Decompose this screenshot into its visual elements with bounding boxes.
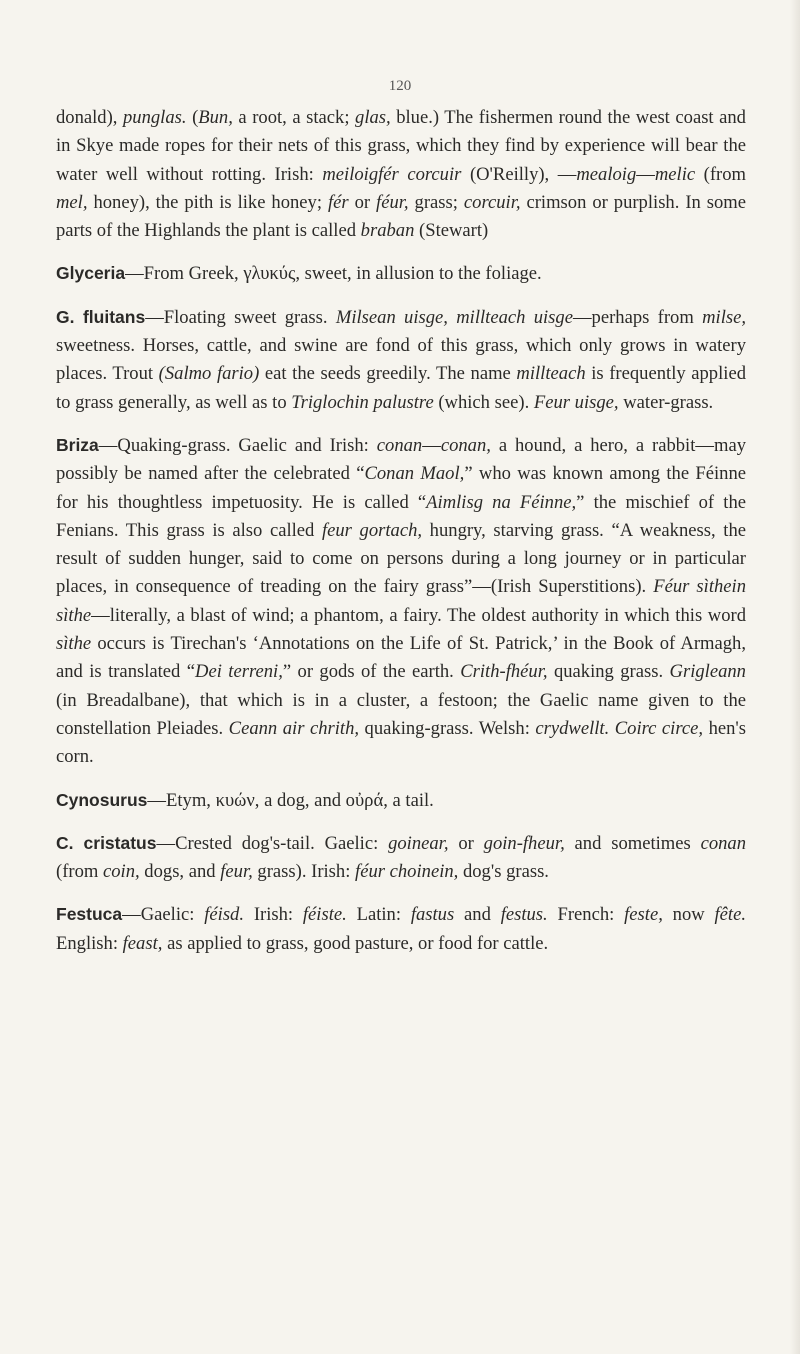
text-run: and <box>454 904 501 926</box>
text-run: crimson or purplish. In some parts of the Highlands the plant is called <box>56 191 747 242</box>
italic-term: corcuir, <box>463 191 521 213</box>
text-run: sweetness. Horses, cattle, and swine are fond of this grass, which only grows in watery places. Trout <box>56 335 746 385</box>
text-run: —literally, a blast of wind; a phantom, a fairy. The oldest authority in which this word <box>91 604 746 626</box>
italic-term: (Salmo fario) <box>158 363 260 385</box>
text-run: (in Breadalbane), that which is in a cluster, a festoon; the Gaelic name given to the constellation Pleiades. <box>56 689 746 739</box>
text-run: —From Greek, γλυκύς, sweet, in allusion to the foliage. <box>125 263 542 285</box>
entry-glyceria <box>56 259 746 288</box>
italic-term: Aimlisg na Féinne, <box>426 491 577 513</box>
italic-term: crydwellt. Coirc circe, <box>535 717 704 739</box>
page-edge-shadow <box>790 0 800 1354</box>
italic-term: coin, <box>102 861 140 883</box>
text-run: —Quaking-grass. Gaelic and Irish: <box>98 434 377 456</box>
italic-term: Triglochin palustre <box>291 391 434 413</box>
text-run: hen's corn. <box>56 717 747 768</box>
text-run: donald), <box>56 107 123 128</box>
italic-term: fér <box>327 191 349 213</box>
text-run: eat the seeds greedily. The name <box>259 363 517 385</box>
italic-term: Crith-fhéur, <box>460 661 548 683</box>
italic-term: glas, <box>355 107 391 128</box>
italic-term: milse, <box>702 306 746 328</box>
entry-briza <box>56 431 746 772</box>
page-body <box>56 104 746 972</box>
entry-g-fluitans <box>56 303 746 417</box>
text-run: —Gaelic: <box>122 904 205 926</box>
italic-term: Féur sìthein sìthe <box>56 576 746 626</box>
entry-c-cristatus <box>56 829 746 887</box>
italic-term: féisd. <box>204 904 245 926</box>
text-run: —Crested dog's-tail. Gaelic: <box>156 832 389 854</box>
text-run: dog's grass. <box>458 861 549 883</box>
text-run: honey), the pith is like honey; <box>87 191 328 213</box>
italic-term: conan <box>376 434 423 456</box>
italic-term: fastus <box>410 904 455 926</box>
text-run: a hound, a hero, a rabbit—may possibly be named after the celebrated “ <box>56 434 746 485</box>
entry-heading: C. cristatus <box>56 832 157 853</box>
italic-term: féur, <box>376 191 409 213</box>
text-run: — <box>422 434 441 456</box>
text-run: —Etym, κυών, a dog, and οὐρά, a tail. <box>147 789 434 811</box>
text-run: dogs, and <box>139 861 221 883</box>
text-run: (O'Reilly), — <box>461 163 577 185</box>
text-run: ” or gods of the earth. <box>282 661 461 683</box>
text-run: — <box>636 163 655 185</box>
text-run: (Stewart) <box>414 220 489 242</box>
text-run: grass; <box>408 191 464 213</box>
text-run: (from <box>695 163 747 185</box>
entry-cynosurus <box>56 786 746 815</box>
text-run: —perhaps from <box>572 306 703 328</box>
italic-term: punglas. <box>122 107 187 128</box>
italic-term: goinear, <box>388 832 449 854</box>
italic-term: feste, <box>624 904 663 926</box>
text-run: ” who was known among the Féinne for his thoughtless impetuosity. He is called “ <box>56 463 747 513</box>
italic-term: mealoig <box>576 163 637 185</box>
italic-term: mel, <box>56 191 88 213</box>
text-run: or <box>448 832 484 854</box>
italic-term: braban <box>360 220 415 242</box>
text-run: Irish: <box>244 904 303 926</box>
italic-term: feast, <box>122 932 163 954</box>
text-run: ” the mischief of the Fenians. This grass is also called <box>56 491 747 541</box>
text-run: Latin: <box>346 904 411 926</box>
italic-term: feur gortach, <box>321 519 423 541</box>
entry-heading: Cynosurus <box>56 789 148 810</box>
text-run: (which see). <box>433 391 534 413</box>
text-run: now <box>662 904 715 926</box>
italic-term: sìthe <box>56 633 92 655</box>
italic-term: millteach <box>516 363 586 385</box>
text-run: blue.) The fishermen round the west coast and in Skye made ropes for their nets of this grass, which they find by experience will bear the water well without rotting. Irish: <box>56 107 746 185</box>
italic-term: Feur uisge, <box>533 391 619 413</box>
italic-term: festus. <box>500 904 548 926</box>
italic-term: conan <box>700 832 747 854</box>
italic-term: féur choinein, <box>355 861 459 883</box>
italic-term: goin-fheur, <box>483 832 565 854</box>
text-run: occurs is Tirechan's ‘Annotations on the Life of St. Patrick,’ in the Book of Armagh, and is translated “ <box>56 633 746 683</box>
paragraph-punglas <box>56 104 746 245</box>
italic-term: Conan Maol, <box>364 463 465 485</box>
entry-heading: Glyceria <box>56 263 126 284</box>
text-run: quaking-grass. Welsh: <box>359 717 536 739</box>
text-run: is frequently applied to grass generally, as well as to <box>56 363 746 413</box>
entry-heading: G. fluitans <box>56 306 146 327</box>
italic-term: Grigleann <box>669 661 746 683</box>
italic-term: Dei terreni, <box>195 661 283 683</box>
text-run: grass). Irish: <box>252 861 356 883</box>
text-run: quaking grass. <box>547 661 670 683</box>
text-run: —Floating sweet grass. <box>145 306 336 328</box>
italic-term: fête. <box>714 904 746 926</box>
italic-term: Bun, <box>198 107 233 128</box>
text-run: as applied to grass, good pasture, or food for cattle. <box>162 932 549 954</box>
text-run: water-grass. <box>618 391 714 413</box>
italic-term: féiste. <box>302 904 347 926</box>
text-run: English: <box>56 932 123 954</box>
text-run: ( <box>186 107 199 128</box>
text-run: a root, a stack; <box>232 107 356 128</box>
entry-heading: Briza <box>56 434 99 455</box>
text-run: and sometimes <box>564 832 701 854</box>
text-run: (from <box>56 861 103 883</box>
italic-term: meiloigfér corcuir <box>322 163 462 185</box>
text-run: hungry, starving grass. “A weakness, the result of sudden hunger, said to come on persons during a long journey or in particular places, in consequence of treading on the fairy grass”—(Irish Superstitions). <box>56 519 746 598</box>
italic-term: Ceann air chrith, <box>228 717 360 739</box>
italic-term: Milsean uisge, millteach uisge <box>335 306 573 328</box>
entry-festuca <box>56 900 746 958</box>
italic-term: feur, <box>220 861 253 883</box>
page-number: 120 <box>388 78 412 94</box>
text-run: French: <box>547 904 625 926</box>
italic-term: melic <box>654 163 696 185</box>
entry-heading: Festuca <box>56 904 123 925</box>
text-run: or <box>348 191 377 213</box>
italic-term: conan, <box>440 434 491 456</box>
